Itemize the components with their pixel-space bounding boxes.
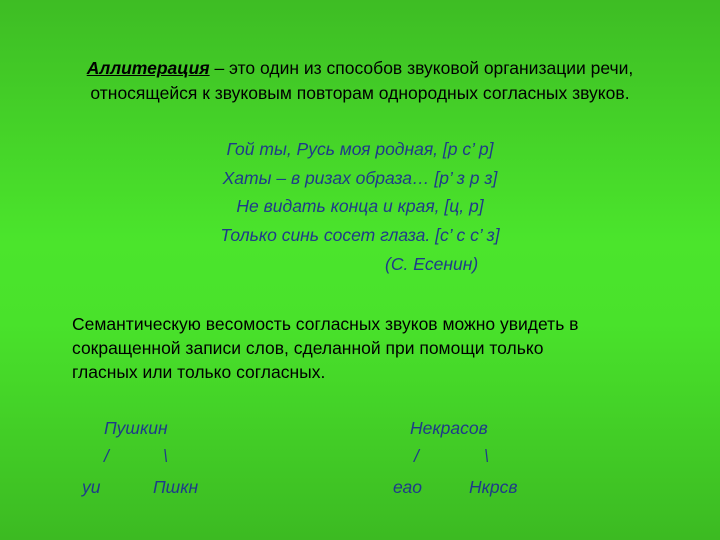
paragraph-line-1: Семантическую весомость согласных звуков можно увидеть в xyxy=(72,314,579,334)
paragraph-line-2: сокращенной записи слов, сделанной при помощи только xyxy=(72,338,544,358)
example-left-consonants: Пшкн xyxy=(153,477,199,497)
example-left-slash: / xyxy=(104,446,109,466)
example-right-consonants: Нкрсв xyxy=(469,477,518,497)
term-alliteration: Аллитерация xyxy=(86,58,210,78)
definition-line-1 xyxy=(0,56,720,80)
example-right-word: Некрасов xyxy=(410,418,488,438)
poem-author: (С. Есенин) xyxy=(385,254,479,274)
definition-text: – это один из способов звуковой организации речи, xyxy=(209,58,634,78)
poem-line-1: Гой ты, Русь моя родная, [р с’ р] xyxy=(226,139,494,159)
example-left-vowels: уи xyxy=(82,477,101,497)
example-right-backslash: \ xyxy=(484,446,489,466)
example-left-word: Пушкин xyxy=(104,418,168,438)
example-right-slash: / xyxy=(414,446,419,466)
poem-line-4: Только синь сосет глаза. [с’ с с’ з] xyxy=(220,225,500,245)
example-left-backslash: \ xyxy=(163,446,168,466)
poem-line-2: Хаты – в ризах образа… [р’ з р з] xyxy=(222,168,498,188)
example-right-vowels: еао xyxy=(393,477,423,497)
definition-line-2: относящейся к звуковым повторам однородных согласных звуков. xyxy=(90,83,630,103)
poem-line-3: Не видать конца и края, [ц, р] xyxy=(236,196,484,216)
paragraph-line-3: гласных или только согласных. xyxy=(72,362,326,382)
